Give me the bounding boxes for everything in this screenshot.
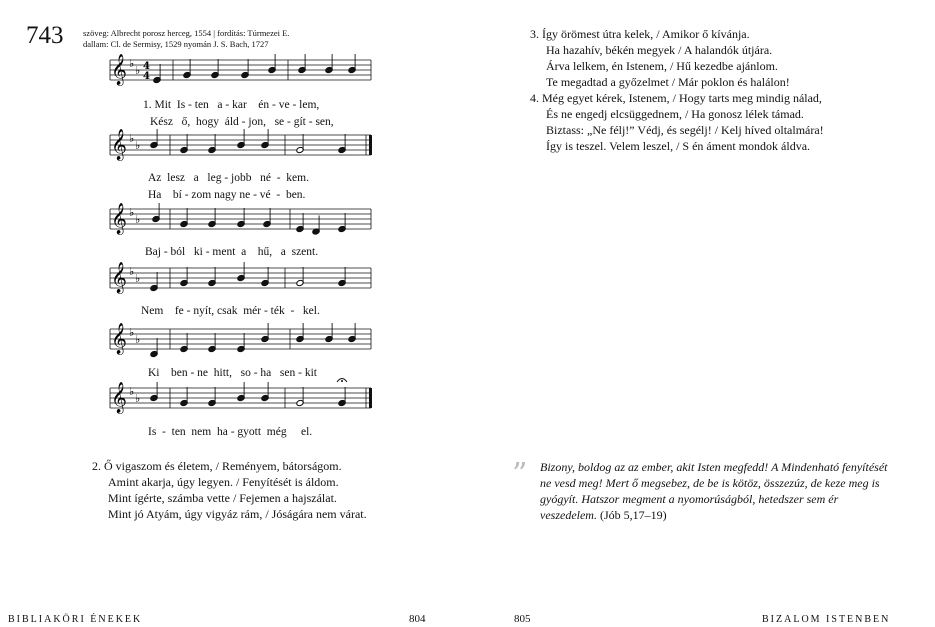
quote-text: Bizony, boldog az az ember, akit Isten megfedd! A Mindenható fenyítését ne vesd meg! Mert ő megsebez, de be is kötöz, összezúz, de keze meg is gyógyít. Hatszor megment a nyomorúságból, hetedszer sem ér veszedelem.: [540, 460, 888, 522]
flat-sign-icon: ♭: [129, 265, 135, 278]
treble-clef-icon: 𝄞: [111, 323, 127, 354]
flat-sign-icon: ♭: [129, 57, 135, 70]
flat-sign-icon: ♭: [135, 213, 141, 226]
flat-sign-icon: ♭: [129, 132, 135, 145]
verse-line: 3. Így örömest útra kelek, / Amikor ő kívánja.: [530, 27, 750, 41]
verse-line: Így is teszel. Velem leszel, / S én áment mondok áldva.: [546, 139, 811, 153]
verse-line: Amint akarja, úgy legyen. / Fenyítését is áldom.: [108, 475, 339, 489]
verse-4: [530, 90, 824, 154]
quote-mark-icon: ”: [512, 457, 528, 492]
footer-right-title: BIZALOM ISTENBEN: [762, 614, 891, 625]
time-signature: 4: [143, 61, 150, 72]
page-number-right: 805: [514, 613, 531, 625]
treble-clef-icon: 𝄞: [111, 262, 127, 293]
lyric-line-2: Kész ő, hogy áld - jon, se - gít - sen,: [150, 116, 334, 128]
quote-reference: (Jób 5,17–19): [599, 508, 667, 522]
verse-line: 4. Még egyet kérek, Istenem, / Hogy tarts meg mindig nálad,: [530, 91, 822, 105]
flat-sign-icon: ♭: [135, 333, 141, 346]
flat-sign-icon: ♭: [129, 206, 135, 219]
time-signature: 4: [143, 71, 150, 82]
fermata-dot: [341, 380, 343, 382]
flat-sign-icon: ♭: [135, 64, 141, 77]
treble-clef-icon: 𝄞: [111, 54, 127, 85]
final-bar-thick: [369, 388, 372, 408]
lyric-line-4: Ha bí - zom nagy ne - vé - ben.: [148, 189, 306, 201]
flat-sign-icon: ♭: [135, 272, 141, 285]
treble-clef-icon: 𝄞: [111, 382, 127, 413]
bible-quote: [540, 459, 892, 523]
footer-left-title: BIBLIAKÖRI ÉNEKEK: [8, 614, 143, 625]
verse-3: [530, 26, 790, 90]
verse-line: Biztass: „Ne félj!” Védj, és segélj! / Kelj híved oltalmára!: [546, 123, 824, 137]
verse-line: Árva lelkem, én Istenem, / Hű kezedbe ajánlom.: [546, 59, 778, 73]
lyric-line-1: 1. Mit Is - ten a - kar én - ve - lem,: [143, 99, 320, 111]
flat-sign-icon: ♭: [129, 385, 135, 398]
flat-sign-icon: ♭: [135, 392, 141, 405]
verse-line: Mint ígérte, számba vette / Fejemen a hajszálat.: [108, 491, 337, 505]
verse-line: Ha hazahív, békén megyek / A halandók útjára.: [546, 43, 773, 57]
melody-credit: dallam: Cl. de Sermisy, 1529 nyomán J. S. Bach, 1727: [83, 39, 269, 49]
hymn-number: 743: [26, 22, 64, 49]
lyric-line-8: Is - ten nem ha - gyott még el.: [148, 426, 313, 438]
page-number-left: 804: [409, 613, 426, 625]
lyric-line-6: Nem fe - nyít, csak mér - ték - kel.: [141, 305, 320, 317]
lyric-line-5: Baj - ból ki - ment a hű, a szent.: [145, 246, 319, 258]
flat-sign-icon: ♭: [129, 326, 135, 339]
treble-clef-icon: 𝄞: [111, 129, 127, 160]
verse-line: Mint jó Atyám, úgy vigyáz rám, / Jóságára nem várat.: [108, 507, 367, 521]
verse-line: És ne engedj elcsüggednem, / Ha gonosz lélek támad.: [546, 107, 804, 121]
treble-clef-icon: 𝄞: [111, 203, 127, 234]
verse-line: 2. Ő vigaszom és életem, / Reményem, bátorságom.: [92, 459, 342, 473]
verse-line: Te megadtad a győzelmet / Már poklon és halálon!: [546, 75, 790, 89]
text-credit: szöveg: Albrecht porosz herceg, 1554 | fordítás: Túrmezei E.: [83, 28, 290, 38]
verse-2: [92, 458, 367, 522]
lyric-line-7: Ki ben - ne hitt, so - ha sen - kit: [148, 367, 317, 379]
final-bar-thick: [369, 135, 372, 155]
lyric-line-3: Az lesz a leg - jobb né - kem.: [148, 172, 309, 184]
flat-sign-icon: ♭: [135, 139, 141, 152]
